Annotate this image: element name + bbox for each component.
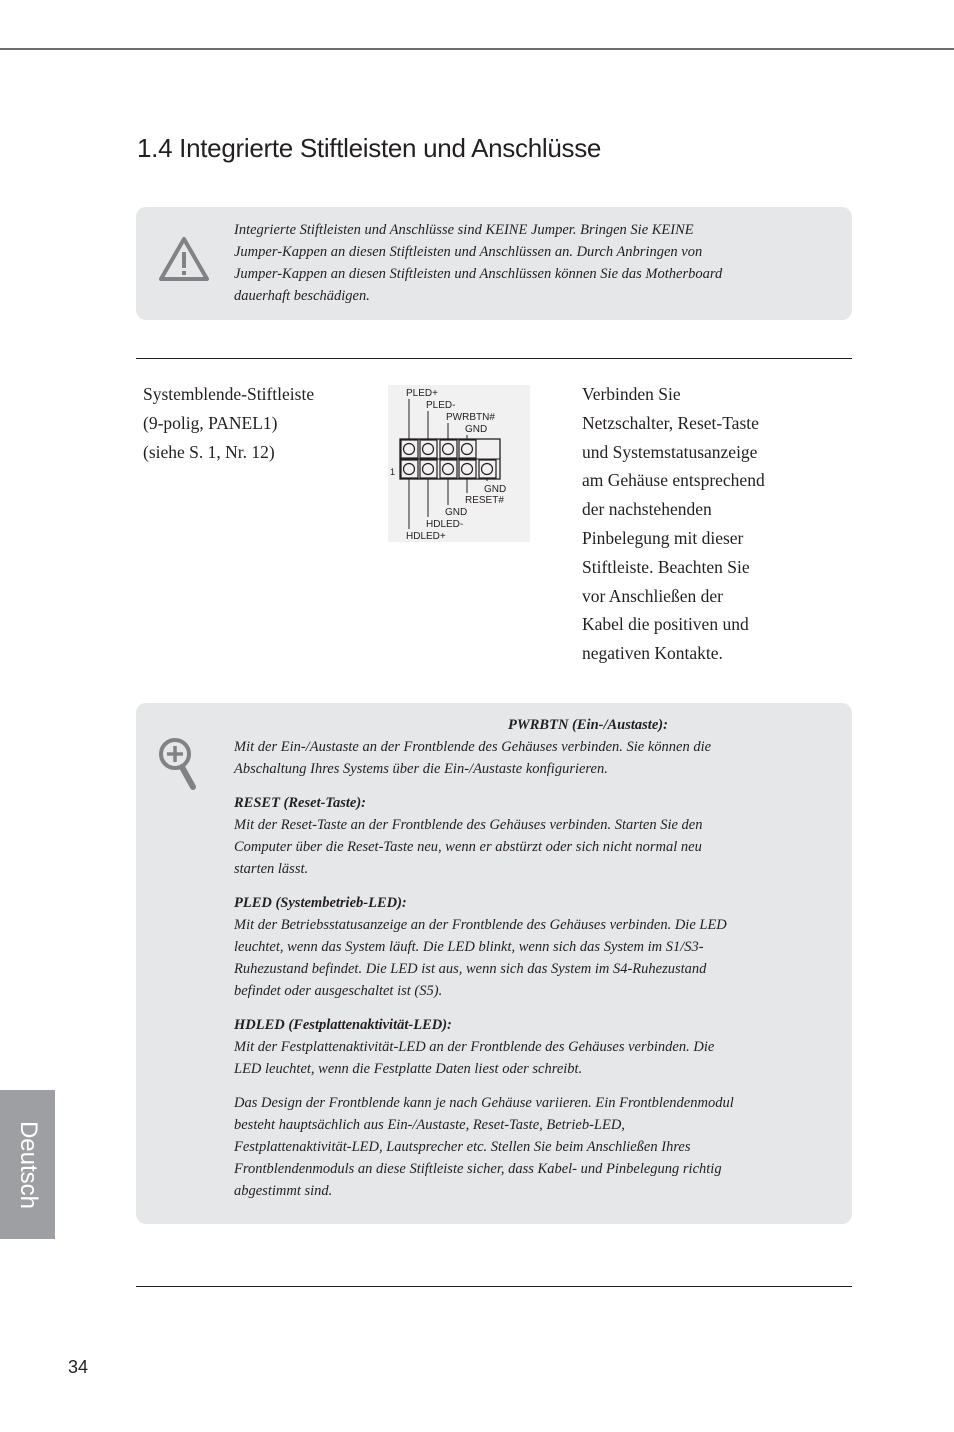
header-description: [582, 380, 812, 668]
note-line: abgestimmt sind.: [234, 1183, 333, 1199]
description-line: Verbinden Sie: [582, 384, 681, 404]
note-line: LED leuchtet, wenn die Festplatte Daten liest oder schreibt.: [234, 1061, 583, 1077]
warning-triangle-icon: [158, 236, 210, 282]
note-line: Abschaltung Ihres Systems über die Ein-/Austaste konfigurieren.: [234, 761, 608, 777]
description-line: negativen Kontakte.: [582, 643, 723, 664]
note-line: Mit der Ein-/Austaste an der Frontblende des Gehäuses verbinden. Sie können die: [234, 739, 712, 755]
note-line: leuchtet, wenn das System läuft. Die LED blinkt, wenn sich das System im S1/S3-: [234, 939, 704, 955]
description-line: und Systemstatusanzeige: [582, 441, 758, 462]
note-line: besteht hauptsächlich aus Ein-/Austaste, Reset-Taste, Betrieb-LED,: [234, 1117, 625, 1133]
note-line: starten lässt.: [234, 861, 309, 877]
note-line: Mit der Reset-Taste an der Frontblende des Gehäuses verbinden. Starten Sie den: [234, 817, 703, 833]
description-line: der nachstehenden: [582, 499, 712, 520]
description-line: am Gehäuse entsprechend: [582, 470, 765, 491]
description-line: Pinbelegung mit dieser: [582, 527, 744, 548]
pin-label-gnd-right: GND: [484, 484, 507, 495]
description-line: Kabel die positiven und: [582, 614, 749, 635]
pin-label-pled-minus: PLED-: [426, 400, 456, 411]
warning-line: Integrierte Stiftleisten und Anschlüsse sind KEINE Jumper. Bringen Sie KEINE: [234, 222, 694, 238]
top-rule: [0, 48, 954, 50]
pin-label-hdled-plus: HDLED+: [406, 531, 446, 542]
pin-label-reset: RESET#: [465, 495, 504, 506]
note-heading-reset: RESET (Reset-Taste):: [234, 795, 366, 811]
header-name: [143, 380, 373, 467]
warning-box: [136, 207, 852, 320]
section-title: 1.4 Integrierte Stiftleisten und Anschlüsse: [137, 133, 602, 163]
section-divider-bottom: [136, 1286, 852, 1287]
note-line: befindet oder ausgeschaltet ist (S5).: [234, 983, 443, 999]
pin-label-gnd-middle: GND: [445, 507, 468, 518]
note-heading-hdled: HDLED (Festplattenaktivität-LED):: [234, 1017, 452, 1033]
section-divider-top: [136, 358, 852, 359]
page-number: 34: [68, 1357, 89, 1377]
description-line: Stiftleiste. Beachten Sie: [582, 556, 750, 577]
warning-line: Jumper-Kappen an diesen Stiftleisten und Anschlüssen können Sie das Motherboard: [234, 266, 723, 282]
note-line: Computer über die Reset-Taste neu, wenn er abstürzt oder sich nicht normal neu: [234, 839, 702, 855]
note-line: Mit der Festplattenaktivität-LED an der Frontblende des Gehäuses verbinden. Die: [234, 1039, 715, 1055]
header-name-line: (siehe S. 1, Nr. 12): [143, 442, 275, 462]
language-tab: [0, 1090, 55, 1239]
note-line: Mit der Betriebsstatusanzeige an der Frontblende des Gehäuses verbinden. Die LED: [234, 917, 727, 933]
note-line: Festplattenaktivität-LED, Lautsprecher etc. Stellen Sie beim Anschließen Ihres: [234, 1139, 691, 1155]
pin-label-hdled-minus: HDLED-: [426, 519, 464, 530]
note-box: [136, 703, 852, 1224]
note-heading-pwrbtn: PWRBTN (Ein-/Austaste):: [508, 717, 668, 733]
description-line: vor Anschließen der: [582, 585, 723, 606]
note-heading-pled: PLED (Systembetrieb-LED):: [234, 895, 407, 911]
note-line: Das Design der Frontblende kann je nach Gehäuse variieren. Ein Frontblendenmodul: [234, 1095, 734, 1111]
description-line: Netzschalter, Reset-Taste: [582, 412, 759, 433]
note-body: [234, 714, 794, 1202]
pin-one-marker: 1: [390, 467, 396, 477]
header-name-line: (9-polig, PANEL1): [143, 413, 278, 433]
warning-text: [234, 219, 824, 307]
warning-line: Jumper-Kappen an diesen Stiftleisten und Anschlüssen an. Durch Anbringen von: [234, 244, 703, 260]
warning-line: dauerhaft beschädigen.: [234, 288, 370, 304]
pin-label-pwrbtn: PWRBTN#: [446, 412, 495, 423]
pin-label-pled-plus: PLED+: [406, 388, 438, 399]
language-tab-label: Deutsch: [14, 1120, 42, 1209]
pin-label-gnd-top: GND: [465, 424, 488, 435]
panel-header-diagram: [388, 385, 530, 542]
magnifier-plus-icon: [158, 737, 198, 791]
note-line: Frontblendenmoduls an diese Stiftleiste sicher, dass Kabel- und Pinbelegung richtig: [234, 1161, 722, 1177]
note-line: Ruhezustand befindet. Die LED ist aus, wenn sich das System im S4-Ruhezustand: [234, 961, 707, 977]
header-name-line: Systemblende-Stiftleiste: [143, 384, 315, 404]
